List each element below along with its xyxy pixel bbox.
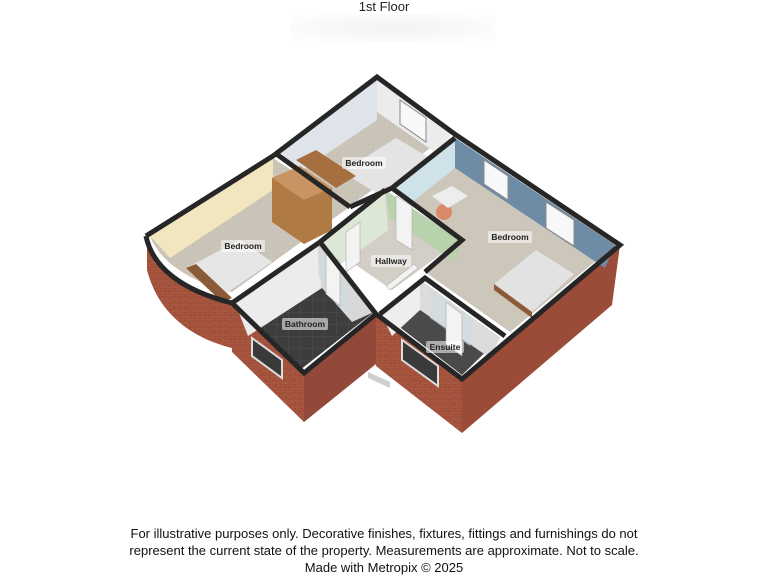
label-ensuite (426, 341, 464, 353)
label-bedroom-right (488, 231, 532, 243)
disclaimer-line-2: represent the current state of the property. Measurements are approximate. Not to scale. (129, 543, 639, 558)
room-label-bedroom-right: Bedroom (491, 232, 529, 242)
room-label-hallway: Hallway (375, 256, 407, 266)
label-bedroom-top (342, 157, 386, 169)
label-bedroom-left (221, 240, 265, 252)
label-bathroom (282, 318, 328, 330)
room-label-bedroom-left: Bedroom (224, 241, 262, 251)
room-label-bedroom-top: Bedroom (345, 158, 383, 168)
room-label-bathroom: Bathroom (284, 319, 326, 329)
door-step (368, 372, 390, 388)
copyright-line: Made with Metropix © 2025 (304, 560, 464, 575)
label-hallway (371, 255, 411, 267)
disclaimer (0, 525, 768, 576)
room-label-ensuite: Ensuite (429, 342, 461, 352)
floor-title: 1st Floor (358, 0, 410, 14)
disclaimer-line-1: For illustrative purposes only. Decorative finishes, fixtures, fittings and furnishings do not (130, 526, 638, 541)
